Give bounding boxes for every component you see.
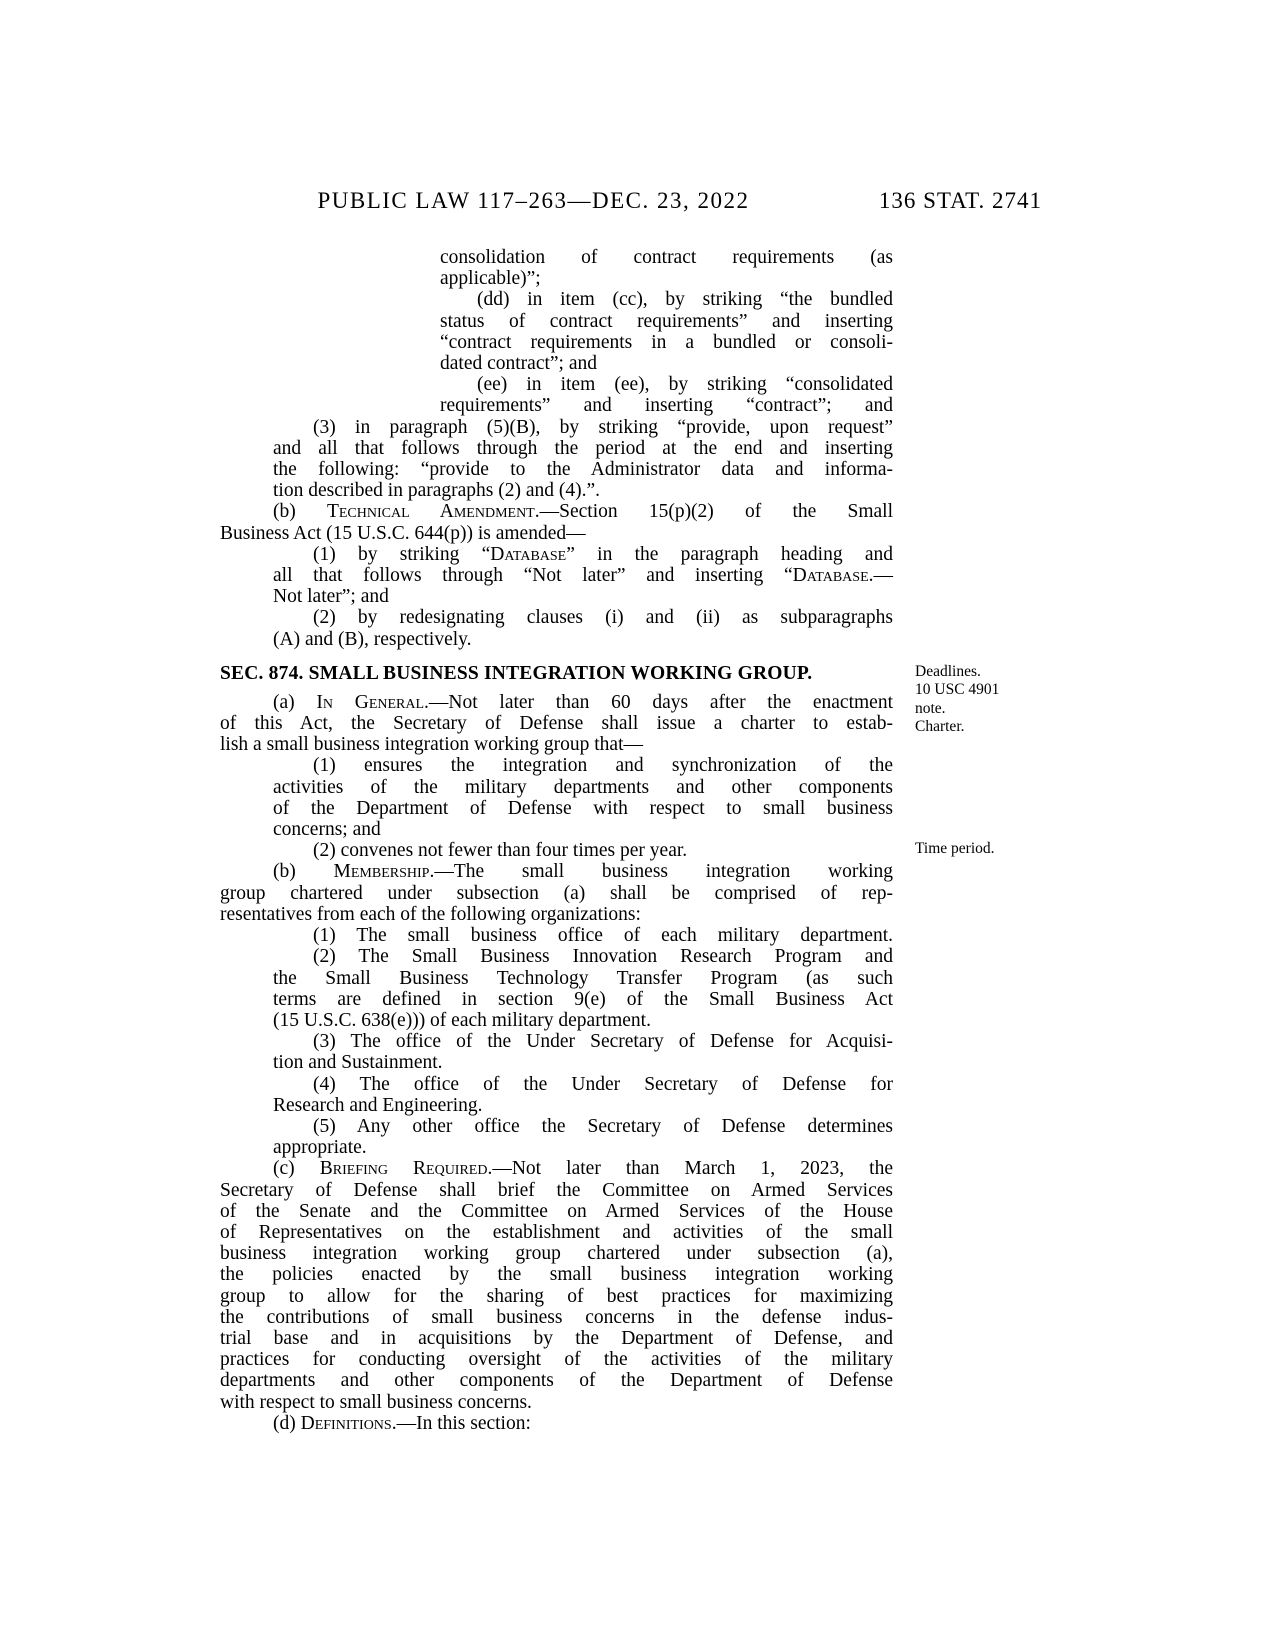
text-segment: group to allow for the sharing of best practices for maximizing bbox=[220, 1285, 893, 1307]
text-line bbox=[220, 1031, 893, 1052]
text-segment: (4) The office of the Under Secretary of Defense for bbox=[313, 1073, 893, 1095]
margin-note-line: Charter. bbox=[915, 717, 965, 735]
text-line bbox=[220, 798, 893, 819]
text-segment: (2) The Small Business Innovation Research Program and bbox=[313, 946, 893, 968]
text-segment: applicable)”; bbox=[440, 268, 541, 290]
text-segment: Not later”; and bbox=[273, 586, 389, 608]
text-segment: (15 U.S.C. 638(e))) of each military department. bbox=[273, 1009, 651, 1031]
text-line bbox=[220, 1264, 893, 1285]
text-segment: all that follows through “Not later” and inserting “ bbox=[273, 565, 793, 587]
text-segment: the Small Business Technology Transfer Program (as such bbox=[273, 967, 893, 989]
text-segment: (dd) in item (cc), by striking “the bundled bbox=[477, 289, 893, 311]
text-line bbox=[220, 1413, 893, 1434]
text-line bbox=[220, 374, 893, 395]
margin-note bbox=[915, 663, 1055, 736]
text-line bbox=[220, 1392, 893, 1413]
text-segment: of the Senate and the Committee on Armed Services of the House bbox=[220, 1200, 893, 1222]
text-line bbox=[220, 1137, 893, 1158]
text-segment: (3) The office of the Under Secretary of Defense for Acquisi- bbox=[313, 1031, 893, 1053]
text-segment: resentatives from each of the following organizations: bbox=[220, 903, 641, 925]
margin-note bbox=[915, 840, 1055, 858]
text-segment: and all that follows through the period at the end and inserting bbox=[273, 437, 893, 459]
text-segment: .—Not later than March 1, 2023, the bbox=[487, 1158, 893, 1180]
text-segment: group chartered under subsection (a) shall be comprised of rep- bbox=[220, 882, 893, 904]
text-line bbox=[220, 586, 893, 607]
text-segment: (A) and (B), respectively. bbox=[273, 628, 472, 650]
text-segment: concerns; and bbox=[273, 819, 381, 841]
margin-note-line: 10 USC 4901 bbox=[915, 681, 1000, 699]
text-segment: (1) by striking “ bbox=[313, 543, 491, 565]
page-header-law-title: PUBLIC LAW 117–263—DEC. 23, 2022 bbox=[317, 188, 750, 213]
text-line bbox=[220, 1370, 893, 1391]
text-line bbox=[220, 629, 893, 650]
text-segment: (a) bbox=[273, 691, 317, 713]
text-segment: of the Department of Defense with respect to small business bbox=[273, 797, 893, 819]
text-segment: .—In this section: bbox=[391, 1412, 531, 1434]
small-caps-text: In General bbox=[316, 691, 425, 713]
text-line bbox=[220, 692, 893, 713]
text-line bbox=[220, 289, 893, 310]
text-line bbox=[220, 247, 893, 268]
text-line bbox=[220, 501, 893, 522]
text-line bbox=[220, 925, 893, 946]
small-caps-text: Definitions bbox=[300, 1412, 392, 1434]
text-line bbox=[220, 417, 893, 438]
text-line bbox=[220, 755, 893, 776]
text-line bbox=[220, 946, 893, 967]
text-segment: Business Act (15 U.S.C. 644(p)) is amended— bbox=[220, 522, 586, 544]
text-segment: (ee) in item (ee), by striking “consolidated bbox=[477, 374, 893, 396]
text-line bbox=[220, 268, 893, 289]
text-segment: of Representatives on the establishment and activities of the small bbox=[220, 1221, 893, 1243]
text-segment: status of contract requirements” and inserting bbox=[440, 310, 893, 332]
text-segment: SEC. 874. SMALL BUSINESS INTEGRATION WORKING GROUP. bbox=[220, 662, 813, 684]
text-segment: Research and Engineering. bbox=[273, 1094, 483, 1116]
text-segment: ” in the paragraph heading and bbox=[566, 543, 894, 565]
text-line bbox=[220, 1328, 893, 1349]
text-segment: activities of the military departments and other components bbox=[273, 776, 893, 798]
text-segment: the policies enacted by the small business integration working bbox=[220, 1264, 893, 1286]
text-line bbox=[220, 332, 893, 353]
text-segment: lish a small business integration working group that— bbox=[220, 734, 643, 756]
text-segment: consolidation of contract requirements (as bbox=[440, 247, 893, 268]
text-segment: the contributions of small business concerns in the defense indus- bbox=[220, 1306, 893, 1328]
text-line bbox=[220, 1010, 893, 1031]
text-line bbox=[220, 883, 893, 904]
text-segment: trial base and in acquisitions by the Department of Defense, and bbox=[220, 1327, 893, 1349]
text-segment: appropriate. bbox=[273, 1137, 367, 1159]
text-segment: (d) bbox=[273, 1412, 301, 1434]
text-line bbox=[220, 565, 893, 586]
text-segment: .— bbox=[868, 565, 893, 587]
text-line bbox=[220, 819, 893, 840]
text-line bbox=[220, 1222, 893, 1243]
text-line bbox=[220, 1052, 893, 1073]
text-segment: the following: “provide to the Administrator data and informa- bbox=[273, 459, 893, 481]
small-caps-text: Membership bbox=[333, 861, 430, 883]
small-caps-text: Database bbox=[490, 543, 567, 565]
margin-note-line: Time period. bbox=[915, 840, 995, 857]
text-segment: (2) convenes not fewer than four times per year. bbox=[313, 840, 688, 862]
text-line bbox=[220, 968, 893, 989]
text-segment: .—Not later than 60 days after the enactment bbox=[424, 691, 893, 713]
small-caps-text: Technical Amendment bbox=[326, 501, 535, 523]
text-segment: departments and other components of the Department of Defense bbox=[220, 1370, 893, 1392]
text-line bbox=[220, 395, 893, 416]
text-line bbox=[220, 459, 893, 480]
text-line bbox=[220, 438, 893, 459]
text-segment: with respect to small business concerns. bbox=[220, 1391, 532, 1413]
text-segment: (b) bbox=[273, 501, 327, 523]
margin-note-line: note. bbox=[915, 699, 946, 717]
small-caps-text: Database bbox=[792, 565, 869, 587]
text-line bbox=[220, 1074, 893, 1095]
text-segment: Secretary of Defense shall brief the Committee on Armed Services bbox=[220, 1179, 893, 1201]
section-heading bbox=[220, 663, 893, 685]
text-segment: (c) bbox=[273, 1158, 320, 1180]
text-line bbox=[220, 1201, 893, 1222]
text-segment: terms are defined in section 9(e) of the Small Business Act bbox=[273, 988, 893, 1010]
text-line bbox=[220, 1349, 893, 1370]
text-segment: (b) bbox=[273, 861, 334, 883]
text-line bbox=[220, 1307, 893, 1328]
text-segment: of this Act, the Secretary of Defense shall issue a charter to estab- bbox=[220, 713, 893, 735]
text-line bbox=[220, 480, 893, 501]
text-line bbox=[220, 353, 893, 374]
margin-note-line: Deadlines. bbox=[915, 663, 981, 680]
text-line bbox=[220, 523, 893, 544]
text-segment: practices for conducting oversight of the activities of the military bbox=[220, 1349, 893, 1371]
text-segment: .—Section 15(p)(2) of the Small bbox=[534, 501, 893, 523]
text-line bbox=[220, 904, 893, 925]
text-line bbox=[220, 1286, 893, 1307]
text-segment: “contract requirements in a bundled or consoli- bbox=[440, 331, 893, 353]
text-line bbox=[220, 989, 893, 1010]
text-line bbox=[220, 840, 893, 861]
text-segment: .—The small business integration working bbox=[429, 861, 893, 883]
text-line bbox=[220, 1243, 893, 1264]
text-line bbox=[220, 734, 893, 755]
small-caps-text: Briefing Required bbox=[319, 1158, 488, 1180]
text-segment: (1) The small business office of each military department. bbox=[313, 925, 893, 947]
body-flow bbox=[220, 247, 893, 1434]
text-segment: tion and Sustainment. bbox=[273, 1052, 443, 1074]
text-line bbox=[220, 544, 893, 565]
text-segment: requirements” and inserting “contract”; and bbox=[440, 395, 893, 417]
page-header-stat-number: 136 STAT. 2741 bbox=[878, 188, 1042, 213]
text-line bbox=[220, 311, 893, 332]
text-segment: dated contract”; and bbox=[440, 353, 597, 375]
text-line bbox=[220, 1116, 893, 1137]
text-segment: (2) by redesignating clauses (i) and (ii) as subparagraphs bbox=[313, 607, 893, 629]
text-segment: business integration working group chartered under subsection (a), bbox=[220, 1243, 893, 1265]
text-line bbox=[220, 861, 893, 882]
text-segment: (3) in paragraph (5)(B), by striking “provide, upon request” bbox=[313, 416, 893, 438]
text-line bbox=[220, 777, 893, 798]
text-segment: tion described in paragraphs (2) and (4).”. bbox=[273, 480, 601, 502]
text-line bbox=[220, 607, 893, 628]
text-line bbox=[220, 1095, 893, 1116]
text-line bbox=[220, 1158, 893, 1179]
text-segment: (5) Any other office the Secretary of Defense determines bbox=[313, 1115, 893, 1137]
text-line bbox=[220, 713, 893, 734]
text-segment: (1) ensures the integration and synchronization of the bbox=[313, 755, 893, 777]
text-line bbox=[220, 1180, 893, 1201]
